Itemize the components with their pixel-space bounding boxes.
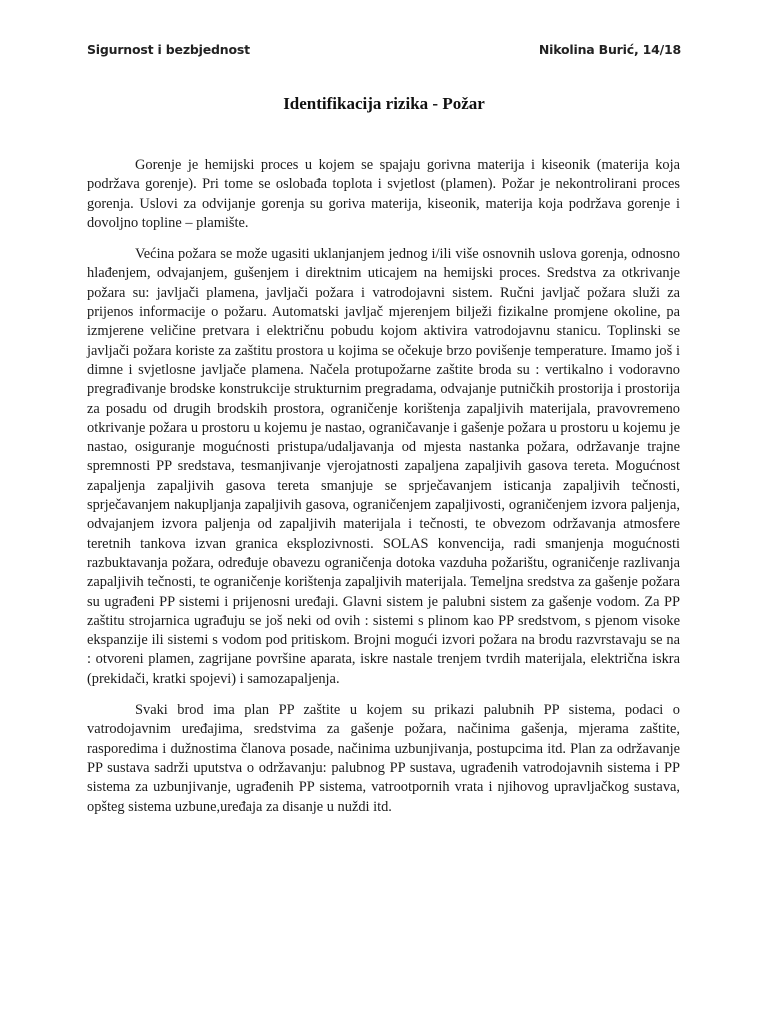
- document-body: [87, 156, 680, 829]
- header-subject: Sigurnost i bezbjednost: [87, 42, 250, 57]
- paragraph: Svaki brod ima plan PP zaštite u kojem su prikazi palubnih PP sistema, podaci o vatrodojavnim uređajima, sredstvima za gašenje požara, načinima gašenja, mjerama zaštite, rasporedima i dužnostima članova posade, načinima uzbunjivanja, postupcima itd. Plan za održavanje PP sustava sadrži uputstva o održavanju: palubnog PP sustava, ugrađenih vatrodojavnih sistema i PP sistema za uzbunjivanje, ugrađenih PP sistema, vatrootpornih vrata i njihovog upravljačkog sustava, opšteg sistema uzbune,uređaja za disanje u nuždi itd.: [87, 702, 680, 815]
- paragraph: Gorenje je hemijski proces u kojem se spajaju gorivna materija i kiseonik (materija koja podržava gorenje). Pri tome se oslobađa toplota i svjetlost (plamen). Požar je nekontrolirani proces gorenja. Uslovi za odvijanje gorenja su goriva materija, kiseonik, materija koja podržava gorenje i dovoljno topline – plamište.: [87, 157, 680, 231]
- header-author: Nikolina Burić, 14/18: [538, 42, 681, 57]
- document-title: Identifikacija rizika - Požar: [283, 94, 485, 113]
- page-header: [87, 42, 681, 57]
- paragraph: Većina požara se može ugasiti uklanjanjem jednog i/ili više osnovnih uslova gorenja, odnosno hlađenjem, odvajanjem, gušenjem i direktnim uticajem na hemijski proces. Sredstva za otkrivanje požara su: javljači plamena, javljači požara i vatrodojavni sistem. Ručni javljač požara služi za prijenos informacije o požaru. Automatski javljač mjerenjem bilježi fizikalne promjene okoline, pa izmjerene veličine pretvara i električnu pobudu kojom aktivira vatrodojavnu stanicu. Toplinski se javljači požara koriste za zaštitu prostora u kojima se očekuje brzo povišenje temperature. Imamo još i dimne i svjetlosne javljače plamena. Načela protupožarne zaštite broda su : vertikalno i vodoravno pregrađivanje brodske konstrukcije strukturnim pregradama, odvajanje putničkih prostorija i prostorija za posadu od drugih brodskih prostora, ograničenje korištenja zapaljivih materijala, pravovremeno otkrivanje požara u prostoru u kojemu je nastao, ograničavanje i gašenje požara u prostoru u kojemu je nastao, osiguranje mogućnosti pristupa/udaljavanja od mjesta nastanka požara, održavanje trajne spremnosti PP sredstava, tesmanjivanje vjerojatnosti zapaljena zapaljivih gasova tereta. Mogućnost zapaljenja zapaljivih gasova tereta smanjuje se sprječavanjem isticanja zapaljivih tečnosti, sprječavanjem nakupljanja zapaljivih gasova, ograničenjem zapaljivosti, ograničenjem izvora paljenja, odvajanjem izvora paljenja od zapaljivih materijala i tečnosti, te obvezom održavanja atmosfere teretnih tankova izvan granica eksplozivnosti. SOLAS konvencija, radi smanjenja mogućnosti razbuktavanja požara, određuje obavezu ograničenja dotoka vazduha požarištu, ograničenje razlivanja zapaljivih tečnosti, te ograničenje korištenja zapaljivih materijala. Temeljna sredstva za gašenje požara su ugrađeni PP sistemi i prijenosni uređaji. Glavni sistem je palubni sistem za gašenje vodom. Za PP zaštitu strojarnica ugrađuju se još neki od ovih : sistemi s plinom kao PP sredstvom, s pjenom visoke ekspanzije ili sistemi s vodom pod pritiskom. Brojni mogući izvori požara na brodu razvrstavaju se na : otvoreni plamen, zagrijane površine aparata, iskre nastale trenjem tvrdih materijala, električna iskra (prekidači, kratki spojevi) i samozapaljenja.: [87, 246, 680, 687]
